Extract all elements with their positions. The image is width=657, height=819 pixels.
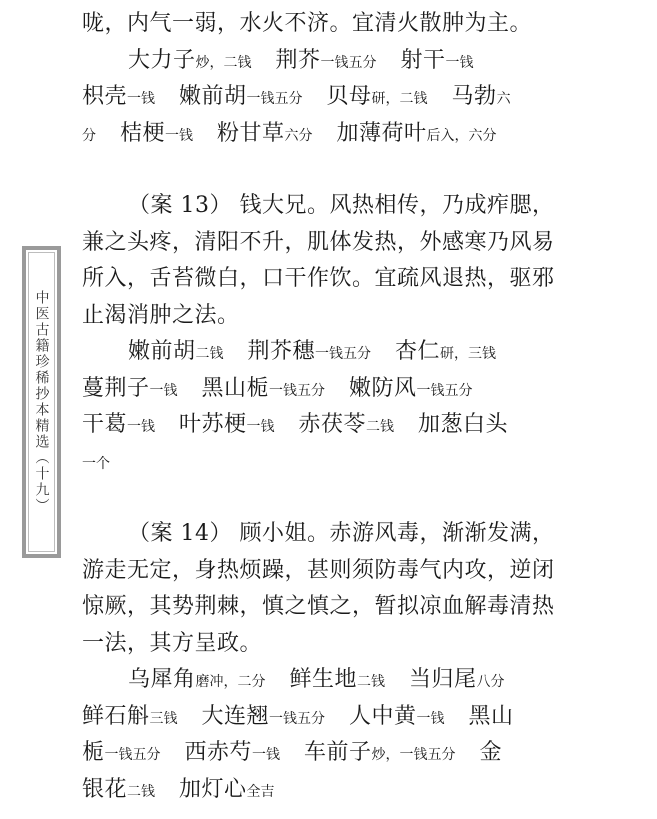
prescription-line — [82, 699, 576, 736]
text-line: 所入，舌苔微白，口干作饮。宜疏风退热，驱邪 — [82, 266, 555, 291]
herb-dose: 炒，二钱 — [195, 54, 252, 71]
herb-entry — [202, 371, 326, 410]
herb-entry — [82, 371, 178, 410]
herb-entry — [82, 407, 155, 446]
herb-entry — [185, 735, 281, 774]
herb-name: 马勃 — [451, 84, 497, 109]
herb-name: 嫩前胡 — [179, 84, 247, 109]
herb-entry — [480, 735, 503, 774]
herb-name: 叶苏梗 — [179, 412, 247, 437]
herb-name: 车前子 — [304, 740, 372, 765]
herb-entry — [128, 334, 224, 373]
spacer — [82, 480, 576, 516]
herb-dose: 二钱 — [195, 346, 224, 362]
spacer — [82, 152, 576, 188]
herb-dose: 一钱 — [127, 91, 156, 107]
text-line: 咙，内气一弱，水火不济。宜清火散肿为主。 — [82, 11, 533, 36]
page-body — [82, 6, 576, 808]
herb-entry — [248, 334, 372, 373]
herb-entry — [337, 116, 497, 155]
herb-name: 当归尾 — [409, 667, 477, 692]
sidebar-book-title: 中医古籍珍稀抄本精选（十九） — [33, 290, 50, 514]
herb-dose: 一个 — [82, 455, 110, 472]
herb-entry — [299, 407, 395, 446]
herb-dose: 全吉 — [246, 783, 275, 800]
herb-name: 黑山 — [468, 703, 514, 729]
prescription-line — [82, 407, 576, 444]
herb-name: 荆芥 — [275, 47, 321, 73]
herb-name: 荆芥穗 — [247, 339, 316, 364]
herb-dose: 一钱 — [127, 419, 156, 435]
herb-name: 加灯心 — [179, 776, 247, 802]
herb-name: 射干 — [400, 47, 446, 73]
herb-entry — [304, 735, 456, 774]
herb-entry — [469, 699, 514, 738]
herb-dose: 炒，一钱五分 — [371, 747, 456, 763]
herb-name: 赤茯苓 — [298, 412, 367, 437]
herb-entry — [179, 407, 275, 446]
herb-dose: 一钱五分 — [320, 54, 377, 71]
text-line: 止渴消肿之法。 — [82, 302, 240, 328]
herb-entry — [82, 116, 96, 155]
herb-name: 大连翘 — [201, 703, 270, 729]
herb-entry — [82, 79, 155, 118]
herb-entry — [128, 43, 252, 82]
herb-entry — [120, 116, 193, 155]
herb-name: 杏仁 — [395, 339, 441, 364]
herb-dose: 六分 — [284, 127, 313, 144]
herb-entry — [349, 699, 445, 738]
herb-dose: 二钱 — [357, 674, 386, 690]
herb-dose: 六 — [496, 91, 511, 107]
herb-dose: 研，三钱 — [440, 346, 497, 362]
herb-entry — [290, 662, 386, 701]
herb-dose: 磨冲，二分 — [195, 674, 266, 690]
herb-entry — [395, 334, 496, 373]
herb-dose: 三钱 — [149, 710, 178, 727]
case-heading-line: （案 13） 钱大兄。风热相传，乃成痄腮， — [128, 193, 555, 218]
herb-name: 加薄荷叶 — [336, 120, 427, 146]
herb-name: 栀 — [82, 740, 105, 765]
text-line: 兼之头疼，清阳不升，肌体发热，外感寒乃风易 — [82, 229, 555, 255]
herb-name: 干葛 — [82, 412, 128, 437]
herb-name: 鲜生地 — [289, 667, 358, 692]
herb-name: 大力子 — [128, 47, 196, 73]
herb-entry — [179, 772, 275, 811]
herb-dose: 一钱五分 — [269, 710, 326, 727]
herb-dose: 分 — [82, 127, 96, 144]
prescription-line — [82, 79, 576, 116]
herb-entry — [401, 43, 474, 82]
herb-dose: 一钱 — [246, 419, 275, 435]
herb-name: 蔓荆子 — [82, 375, 150, 401]
prescription-line — [82, 662, 576, 699]
text-line: 游走无定，身热烦躁，甚则须防毒气内攻，逆闭 — [82, 557, 555, 583]
herb-name: 鲜石斛 — [82, 703, 150, 729]
herb-entry — [418, 407, 508, 446]
sidebar-book-tab-frame — [28, 252, 55, 552]
herb-entry — [82, 735, 161, 774]
herb-entry — [82, 444, 110, 483]
herb-dose: 二钱 — [366, 419, 395, 435]
herb-entry — [409, 662, 505, 701]
case-heading-line: （案 14） 顾小姐。赤游风毒，渐渐发满， — [128, 521, 555, 546]
herb-dose: 一钱五分 — [104, 747, 161, 763]
herb-name: 金 — [479, 740, 503, 765]
prescription-line — [82, 334, 576, 371]
herb-dose: 一钱 — [149, 382, 178, 399]
herb-name: 嫩前胡 — [128, 339, 196, 364]
herb-name: 人中黄 — [349, 703, 417, 729]
herb-entry — [82, 699, 178, 738]
herb-name: 西赤芍 — [184, 740, 253, 765]
herb-entry — [349, 371, 473, 410]
herb-dose: 一钱五分 — [416, 382, 473, 399]
herb-entry — [202, 699, 326, 738]
herb-name: 枳壳 — [82, 84, 128, 109]
herb-entry — [452, 79, 511, 118]
herb-name: 加葱白头 — [418, 412, 509, 437]
herb-name: 银花 — [82, 776, 128, 802]
herb-dose: 研，二钱 — [371, 91, 428, 107]
prescription-line — [82, 772, 576, 809]
herb-name: 桔梗 — [120, 120, 166, 146]
herb-dose: 一钱五分 — [246, 91, 303, 107]
herb-entry — [276, 43, 377, 82]
prescription-line — [82, 444, 576, 481]
herb-entry — [179, 79, 303, 118]
herb-dose: 一钱 — [416, 710, 445, 727]
text-line: 一法，其方呈政。 — [82, 630, 263, 656]
herb-dose: 一钱五分 — [315, 346, 372, 362]
herb-name: 贝母 — [326, 84, 372, 109]
herb-dose: 二钱 — [127, 783, 156, 800]
herb-entry — [327, 79, 428, 118]
prescription-line — [82, 371, 576, 408]
prescription-line — [82, 43, 576, 80]
herb-dose: 一钱 — [165, 127, 194, 144]
herb-dose: 一钱五分 — [269, 382, 326, 399]
herb-dose: 后入，六分 — [426, 127, 497, 144]
herb-entry — [217, 116, 313, 155]
herb-dose: 八分 — [476, 674, 505, 690]
herb-dose: 一钱 — [252, 747, 281, 763]
prescription-line — [82, 116, 576, 153]
herb-entry — [128, 662, 266, 701]
herb-dose: 一钱 — [445, 54, 474, 71]
herb-name: 乌犀角 — [128, 667, 196, 692]
sidebar-book-tab — [22, 246, 61, 558]
prescription-line — [82, 735, 576, 772]
herb-name: 粉甘草 — [217, 120, 285, 146]
herb-name: 黑山栀 — [201, 375, 270, 401]
herb-entry — [82, 772, 155, 811]
text-line: 惊厥，其势荆棘，慎之慎之，暂拟凉血解毒清热 — [82, 594, 555, 619]
herb-name: 嫩防风 — [349, 375, 417, 401]
